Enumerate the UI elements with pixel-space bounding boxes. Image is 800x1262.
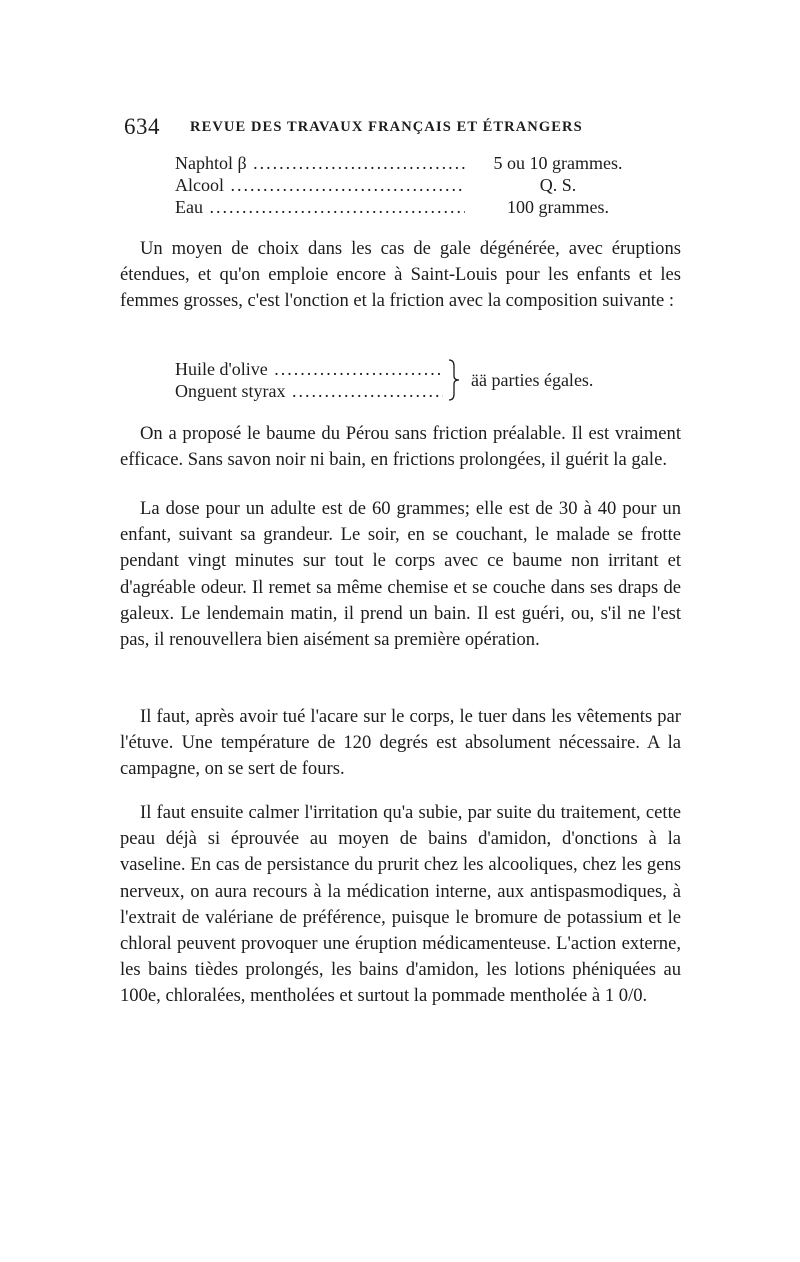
formula-row [175, 174, 645, 196]
ingredient-name: Onguent styrax ..... [175, 380, 443, 402]
ingredient-quantity: 100 grammes. [507, 197, 609, 217]
ingredient-name: Naphtol β ..... [175, 152, 465, 174]
formula-row [175, 196, 645, 218]
curly-brace-icon [447, 358, 461, 402]
page-header [120, 114, 680, 146]
page-number: 634 [124, 114, 160, 139]
ingredient-quantity: Q. S. [539, 175, 577, 195]
paragraph-etuve: Il faut, après avoir tué l'acare sur le corps, le tuer dans les vêtements par l'étuve. Une température de 120 degrés est absolument nécessaire. A la campagne, on se sert de fours. [120, 706, 681, 780]
ingredient-name: Huile d'olive ..... [175, 358, 443, 380]
paragraph-baume-perou: On a proposé le baume du Pérou sans friction préalable. Il est vraiment efficace. Sans savon noir ni bain, en frictions prolongées, il guérit la gale. [120, 423, 681, 471]
ingredient-quantity: ää parties égales. [471, 370, 594, 390]
ingredient-quantity: 5 ou 10 grammes. [493, 153, 623, 173]
ingredient-name: Eau ..... [175, 196, 465, 218]
ingredient-name: Alcool ..... [175, 174, 465, 196]
formula-huile-styrax [175, 358, 635, 408]
formula-naphtol [175, 152, 645, 218]
running-title: REVUE DES TRAVAUX FRANÇAIS ET ÉTRANGERS [190, 119, 583, 135]
formula-row [175, 152, 645, 174]
paragraph-gale-degeneree: Un moyen de choix dans les cas de gale dégénérée, avec éruptions étendues, et qu'on emploie encore à Saint-Louis pour les enfants et les femmes grosses, c'est l'onction et la friction avec la composition suivante : [120, 238, 681, 312]
paragraph-irritation: Il faut ensuite calmer l'irritation qu'a subie, par suite du traitement, cette peau déjà si éprouvée au moyen de bains d'amidon, d'onctions à la vaseline. En cas de persistance du prurit chez les alcooliques, chez les gens nerveux, on aura recours à la médication interne, aux antispasmodiques, à l'extrait de valériane de préférence, puisque le bromure de potassium et le chloral peuvent provoquer une éruption médicamenteuse. L'action externe, les bains tièdes prolongés, les bains d'amidon, les lotions phéniquées au 100e, chloralées, mentholées et surtout la pommade mentholée à 1 0/0. [120, 802, 681, 1007]
paragraph-dose: La dose pour un adulte est de 60 grammes; elle est de 30 à 40 pour un enfant, suivant sa grandeur. Le soir, en se couchant, le malade se frotte pendant vingt minutes sur tout le corps avec ce baume non irritant et d'agréable odeur. Il remet sa même chemise et se couche dans ses draps de galeux. Le lendemain matin, il prend un bain. Il est guéri, ou, s'il ne l'est pas, il renouvellera bien aisément sa première opération. [120, 498, 681, 651]
